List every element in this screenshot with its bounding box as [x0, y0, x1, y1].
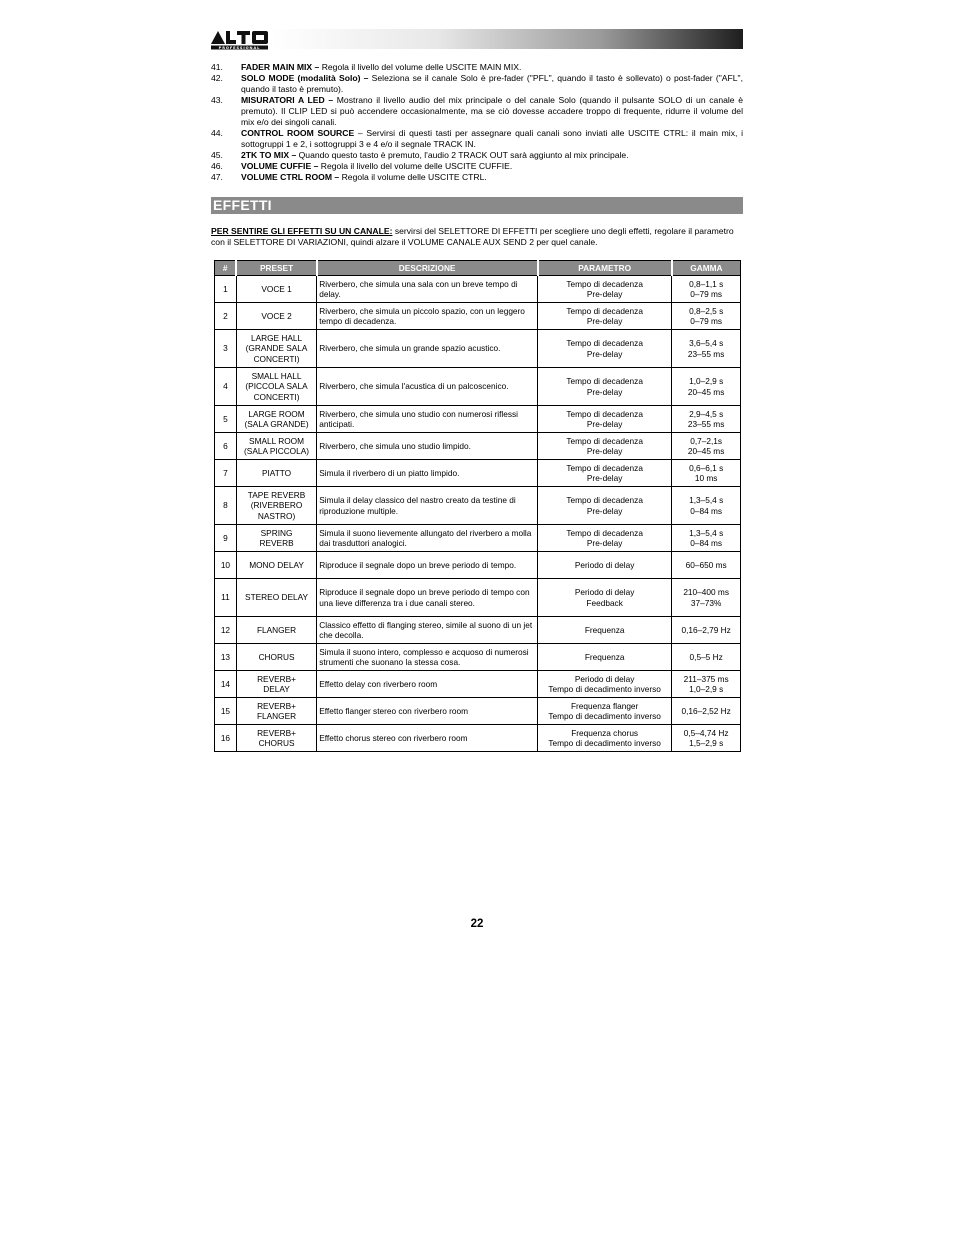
range-line: 1,0–2,9 s	[689, 376, 724, 386]
list-item-number: 45.	[211, 150, 223, 160]
cell-number: 9	[215, 525, 237, 552]
preset-line: CONCERTI)	[253, 391, 300, 402]
table-row	[215, 303, 741, 330]
list-item-number: 42.	[211, 73, 223, 83]
table-row	[215, 330, 741, 368]
cell-parameter	[538, 330, 672, 368]
range-line: 211–375 ms	[683, 673, 729, 684]
svg-text:PROFESSIONAL: PROFESSIONAL	[218, 45, 261, 50]
parameter-line: Pre-delay	[586, 316, 623, 326]
range-line: 60–650 ms	[685, 559, 727, 570]
list-item-description: Regola il volume delle USCITE CTRL.	[339, 172, 487, 182]
cell-description: Effetto delay con riverbero room	[317, 671, 538, 698]
effects-table	[214, 260, 741, 752]
header-parameter: PARAMETRO	[538, 261, 672, 276]
parameter-line: Frequenza flanger	[570, 700, 639, 711]
preset-line: MONO DELAY	[249, 559, 304, 570]
cell-preset	[236, 330, 316, 368]
cell-range	[672, 579, 741, 617]
list-item-term: VOLUME CTRL ROOM –	[241, 172, 340, 182]
cell-preset	[236, 406, 316, 433]
table-row	[215, 406, 741, 433]
cell-parameter	[538, 644, 672, 671]
list-item-number: 46.	[211, 161, 223, 171]
table-row	[215, 433, 741, 460]
list-item-text	[241, 128, 743, 150]
preset-line: REVERB+	[257, 673, 297, 684]
cell-description: Classico effetto di flanging stereo, simile al suono di un jet che decolla.	[317, 617, 538, 644]
table-row	[215, 276, 741, 303]
cell-preset	[236, 525, 316, 552]
range-line: 0,5–4,74 Hz	[683, 727, 729, 738]
cell-description: Riproduce il segnale dopo un breve periodo di tempo con una lieve differenza tra i due canali stereo.	[317, 579, 538, 617]
preset-line: PIATTO	[261, 467, 292, 478]
cell-description: Simula il suono lievemente allungato del riverbero a molla dai trasduttori analogici.	[317, 525, 538, 552]
cell-description: Effetto flanger stereo con riverbero room	[317, 698, 538, 725]
cell-preset	[236, 579, 316, 617]
list-item-number: 44.	[211, 128, 223, 138]
cell-description: Riverbero, che simula un piccolo spazio, con un leggero tempo di decadenza.	[317, 303, 538, 330]
preset-line: FLANGER	[256, 624, 297, 635]
range-line: 20–45 ms	[687, 386, 725, 397]
cell-description: Riverbero, che simula uno studio limpido.	[317, 433, 538, 460]
cell-number: 6	[215, 433, 237, 460]
cell-range	[672, 487, 741, 525]
preset-line: DELAY	[263, 684, 290, 694]
table-row	[215, 368, 741, 406]
list-item	[211, 150, 743, 161]
cell-preset	[236, 617, 316, 644]
preset-line: REVERB+	[257, 700, 297, 711]
cell-description: Riproduce il segnale dopo un breve periodo di tempo.	[317, 552, 538, 579]
cell-range	[672, 433, 741, 460]
parameter-line: Tempo di decadenza	[566, 527, 643, 538]
header-preset: PRESET	[236, 261, 316, 276]
range-line: 0–79 ms	[690, 316, 723, 326]
range-line: 10 ms	[694, 473, 718, 483]
list-item	[211, 62, 743, 73]
cell-number: 13	[215, 644, 237, 671]
list-item-text	[241, 62, 743, 73]
parameter-line: Feedback	[586, 597, 623, 608]
list-item-description: Regola il livello del volume delle USCITE CUFFIE.	[318, 161, 513, 171]
range-line: 1,3–5,4 s	[689, 527, 724, 538]
parameter-line: Pre-delay	[586, 473, 623, 483]
range-line: 1,0–2,9 s	[689, 684, 724, 694]
list-item-text	[241, 161, 743, 172]
cell-range	[672, 303, 741, 330]
cell-preset	[236, 644, 316, 671]
table-row	[215, 487, 741, 525]
parameter-line: Tempo di decadenza	[566, 408, 643, 419]
preset-line: SMALL HALL	[251, 370, 302, 381]
range-line: 0–84 ms	[690, 505, 723, 516]
cell-preset	[236, 671, 316, 698]
parameter-line: Tempo di decadenza	[566, 278, 643, 289]
cell-range	[672, 276, 741, 303]
cell-number: 8	[215, 487, 237, 525]
range-line: 0–84 ms	[690, 538, 723, 548]
cell-preset	[236, 552, 316, 579]
list-item-number: 43.	[211, 95, 223, 105]
cell-description: Simula il riverbero di un piatto limpido.	[317, 460, 538, 487]
cell-number: 16	[215, 725, 237, 752]
table-row	[215, 671, 741, 698]
cell-range	[672, 552, 741, 579]
cell-number: 3	[215, 330, 237, 368]
list-item-description: Mostrano il livello audio del mix principale o del canale Solo (quando il pulsante SOLO di un canale è premuto). Il CLIP LED si può accendere occasionalmente, ma se ciò dovesse accadere troppo di frequente, ridurre il volume del mix e/o dei singoli canali.	[241, 95, 743, 127]
table-row	[215, 460, 741, 487]
numbered-list	[211, 62, 743, 183]
list-item	[211, 95, 743, 128]
cell-range	[672, 644, 741, 671]
range-line: 0,8–2,5 s	[689, 305, 724, 316]
parameter-line: Pre-delay	[586, 348, 623, 359]
cell-parameter	[538, 552, 672, 579]
range-line: 0,6–6,1 s	[689, 462, 724, 473]
table-header-row	[215, 261, 741, 276]
header-number: #	[215, 261, 237, 276]
parameter-line: Frequenza	[584, 651, 625, 662]
cell-number: 14	[215, 671, 237, 698]
preset-line: CHORUS	[258, 738, 295, 748]
table-row	[215, 617, 741, 644]
parameter-line: Periodo di delay	[574, 587, 635, 597]
alto-logo	[211, 30, 269, 50]
preset-line: CONCERTI)	[253, 353, 300, 364]
parameter-line: Tempo di decadenza	[566, 495, 643, 505]
cell-number: 4	[215, 368, 237, 406]
preset-line: REVERB+	[257, 727, 297, 738]
cell-range	[672, 525, 741, 552]
parameter-line: Pre-delay	[586, 538, 623, 548]
list-item-text	[241, 73, 743, 95]
cell-number: 2	[215, 303, 237, 330]
cell-preset	[236, 460, 316, 487]
range-line: 0,7–2,1s	[690, 435, 723, 446]
table-row	[215, 579, 741, 617]
parameter-line: Tempo di decadimento inverso	[548, 684, 661, 694]
preset-line: NASTRO)	[257, 510, 296, 521]
cell-description: Riverbero, che simula uno studio con numerosi riflessi anticipati.	[317, 406, 538, 433]
preset-line: (SALA PICCOLA)	[244, 446, 310, 456]
table-row	[215, 552, 741, 579]
preset-line: (SALA GRANDE)	[244, 419, 309, 429]
cell-parameter	[538, 276, 672, 303]
intro-paragraph	[211, 226, 743, 248]
cell-description: Simula il suono intero, complesso e acquoso di numerosi strumenti che suonano la stessa cosa.	[317, 644, 538, 671]
list-item-text	[241, 95, 743, 128]
cell-preset	[236, 368, 316, 406]
cell-parameter	[538, 487, 672, 525]
parameter-line: Tempo di decadenza	[566, 462, 643, 473]
parameter-line: Tempo di decadimento inverso	[548, 711, 661, 721]
cell-parameter	[538, 460, 672, 487]
preset-line: VOCE 1	[261, 283, 292, 294]
page-header	[211, 28, 743, 50]
cell-preset	[236, 433, 316, 460]
cell-number: 12	[215, 617, 237, 644]
header-gradient-bar	[271, 29, 743, 49]
intro-lead: PER SENTIRE GLI EFFETTI SU UN CANALE:	[211, 226, 393, 236]
range-line: 20–45 ms	[687, 446, 725, 456]
range-line: 23–55 ms	[687, 419, 725, 429]
cell-parameter	[538, 671, 672, 698]
table-row	[215, 725, 741, 752]
range-line: 0,5–5 Hz	[689, 651, 723, 662]
list-item	[211, 128, 743, 150]
preset-line: SMALL ROOM	[249, 435, 305, 446]
list-item-term: SOLO MODE (modalità Solo) –	[241, 73, 369, 83]
parameter-line: Tempo di decadenza	[566, 376, 643, 386]
page-number: 22	[470, 918, 484, 930]
cell-number: 11	[215, 579, 237, 617]
preset-line: SPRING	[260, 527, 293, 538]
header-description: DESCRIZIONE	[317, 261, 538, 276]
table-row	[215, 698, 741, 725]
list-item-description: Regola il livello del volume delle USCITE MAIN MIX.	[319, 62, 522, 72]
cell-preset	[236, 303, 316, 330]
range-line: 1,5–2,9 s	[689, 738, 724, 748]
range-line: 0–79 ms	[690, 289, 723, 299]
preset-line: CHORUS	[258, 651, 295, 662]
section-title: EFFETTI	[211, 197, 743, 214]
list-item-description: – Servirsi di questi tasti per assegnare quali canali sono inviati alle USCITE CTRL: il main mix, i sottogruppi 1 e 2, i sottogruppi 3 e 4 e/o il segnale TRACK IN.	[241, 128, 743, 149]
parameter-line: Tempo di decadenza	[566, 338, 643, 348]
cell-number: 10	[215, 552, 237, 579]
range-line: 37–73%	[690, 597, 722, 608]
cell-number: 7	[215, 460, 237, 487]
cell-number: 5	[215, 406, 237, 433]
range-line: 0,16–2,52 Hz	[681, 705, 731, 716]
parameter-line: Tempo di decadenza	[566, 305, 643, 316]
list-item-number: 41.	[211, 62, 223, 72]
list-item	[211, 73, 743, 95]
cell-preset	[236, 725, 316, 752]
list-item-description: Quando questo tasto è premuto, l'audio 2 TRACK OUT sarà aggiunto al mix principale.	[296, 150, 629, 160]
list-item	[211, 172, 743, 183]
parameter-line: Tempo di decadenza	[566, 435, 643, 446]
list-item-term: CONTROL ROOM SOURCE	[241, 128, 355, 138]
preset-line: (GRANDE SALA	[245, 343, 308, 354]
parameter-line: Periodo di delay	[574, 559, 635, 570]
cell-parameter	[538, 406, 672, 433]
cell-range	[672, 368, 741, 406]
range-line: 210–400 ms	[683, 587, 729, 597]
list-item-term: FADER MAIN MIX –	[241, 62, 320, 72]
list-item	[211, 161, 743, 172]
manual-page	[211, 28, 743, 752]
list-item-text	[241, 172, 743, 183]
parameter-line: Pre-delay	[586, 386, 623, 397]
list-item-term: MISURATORI A LED –	[241, 95, 334, 105]
cell-description: Riverbero, che simula una sala con un breve tempo di delay.	[317, 276, 538, 303]
preset-line: (RIVERBERO	[250, 500, 303, 511]
cell-range	[672, 330, 741, 368]
parameter-line: Frequenza	[584, 624, 625, 635]
range-line: 3,6–5,4 s	[689, 338, 724, 348]
range-line: 2,9–4,5 s	[689, 408, 724, 419]
cell-description: Simula il delay classico del nastro creato da testine di riproduzione multiple.	[317, 487, 538, 525]
cell-range	[672, 617, 741, 644]
cell-range	[672, 406, 741, 433]
parameter-line: Pre-delay	[586, 419, 623, 429]
preset-line: STEREO DELAY	[245, 592, 309, 603]
parameter-line: Pre-delay	[586, 446, 623, 456]
cell-number: 1	[215, 276, 237, 303]
list-item-number: 47.	[211, 172, 223, 182]
preset-line: TAPE REVERB	[247, 489, 306, 500]
range-line: 1,3–5,4 s	[689, 495, 724, 505]
cell-parameter	[538, 303, 672, 330]
cell-range	[672, 725, 741, 752]
cell-preset	[236, 276, 316, 303]
cell-description: Effetto chorus stereo con riverbero room	[317, 725, 538, 752]
cell-parameter	[538, 725, 672, 752]
list-item-term: 2TK TO MIX –	[241, 150, 297, 160]
cell-preset	[236, 698, 316, 725]
parameter-line: Tempo di decadimento inverso	[548, 738, 661, 748]
cell-range	[672, 460, 741, 487]
table-row	[215, 525, 741, 552]
list-item-description: Seleziona se il canale Solo è pre-fader ("PFL", quando il tasto è sollevato) o post-fader ("AFL", quando il tasto è premuto).	[241, 73, 743, 94]
header-range: GAMMA	[672, 261, 741, 276]
preset-line: FLANGER	[256, 711, 297, 721]
preset-line: LARGE HALL	[250, 332, 303, 343]
cell-parameter	[538, 433, 672, 460]
parameter-line: Periodo di delay	[574, 673, 635, 684]
cell-description: Riverbero, che simula l'acustica di un palcoscenico.	[317, 368, 538, 406]
parameter-line: Frequenza chorus	[571, 727, 639, 738]
preset-line: (PICCOLA SALA	[245, 381, 308, 392]
cell-parameter	[538, 368, 672, 406]
cell-parameter	[538, 579, 672, 617]
cell-range	[672, 671, 741, 698]
preset-line: LARGE ROOM	[248, 408, 305, 419]
cell-parameter	[538, 698, 672, 725]
cell-description: Riverbero, che simula un grande spazio acustico.	[317, 330, 538, 368]
range-line: 0,16–2,79 Hz	[681, 624, 731, 635]
range-line: 0,8–1,1 s	[689, 278, 724, 289]
preset-line: REVERB	[259, 538, 294, 548]
parameter-line: Pre-delay	[586, 289, 623, 299]
cell-number: 15	[215, 698, 237, 725]
preset-line: VOCE 2	[261, 310, 292, 321]
list-item-text	[241, 150, 743, 161]
cell-parameter	[538, 525, 672, 552]
range-line: 23–55 ms	[687, 348, 725, 359]
cell-parameter	[538, 617, 672, 644]
parameter-line: Pre-delay	[586, 505, 623, 516]
list-item-term: VOLUME CUFFIE –	[241, 161, 319, 171]
cell-range	[672, 698, 741, 725]
cell-preset	[236, 487, 316, 525]
intro-text: servirsi del SELETTORE DI EFFETTI per scegliere uno degli effetti, regolare il parametro con il SELETTORE DI VARIAZIONI, quindi alzare il VOLUME CANALE AUX SEND 2 per quel canale.	[211, 226, 734, 247]
table-row	[215, 644, 741, 671]
